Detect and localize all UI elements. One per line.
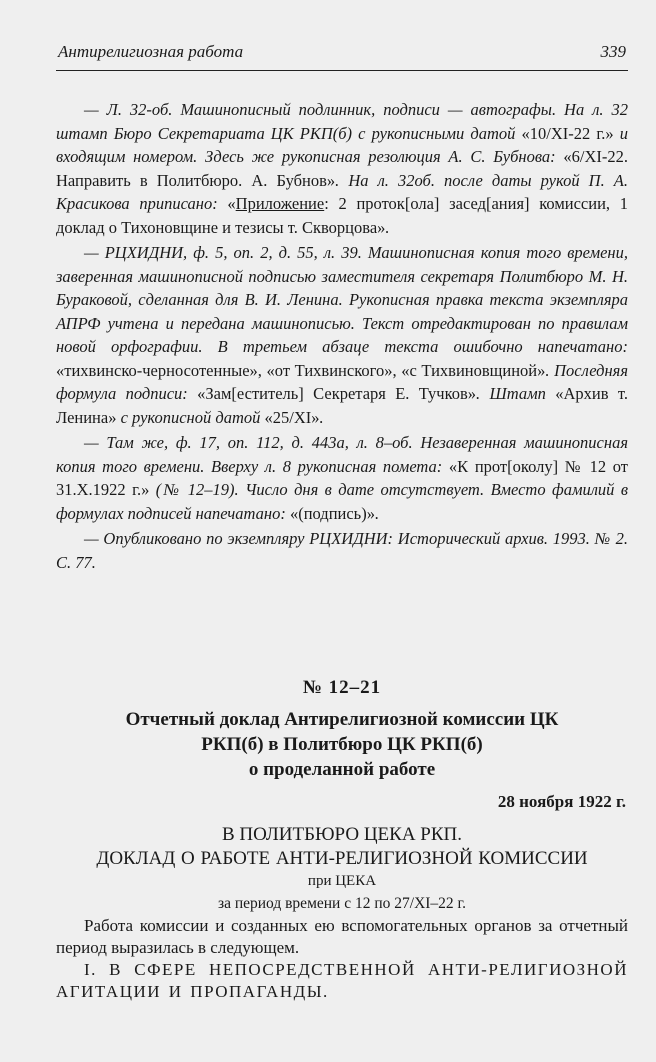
note-text-segment: и входящим номером. Здесь же рукописная резолюция А. С. Бубнова: [56,123,629,166]
document-title-line: о проделанной работе [248,759,436,780]
note-text-segment: «6/XI-22. Направить в Политбюро. А. Бубнов» [56,147,628,190]
note-text-segment: «Архив т. Ленина» [56,384,628,427]
note-text-segment: — Л. 32-об. Машинописный подлинник, подписи — автографы. На л. 32 штамп Бюро Секретариата ЦК РКП(б) с рукописными датой [56,100,628,143]
note-text-segment: . Штамп [476,384,556,403]
archival-notes [56,98,628,576]
note-text-segment: « [227,194,236,213]
note-text-segment: . [385,217,390,237]
note-text-segment: с рукописной датой [116,407,265,427]
report-body [56,915,628,1003]
page-number: 339 [600,42,626,61]
note-paragraph [56,527,628,574]
note-text-segment: — Опубликовано по экземпляру РЦХИДНИ: Исторический архив. 1993. № 2. С. 77. [56,529,628,572]
running-title: Антирелигиозная работа [58,42,244,61]
report-period: за период времени с 12 по 27/XI–22 г. [217,895,467,912]
note-text-segment: «Зам[еститель] Секретаря Е. Тучков» [197,384,477,403]
document-title-line: Отчетный доклад Антирелигиозной комиссии ЦК [125,709,559,730]
note-text-segment: : 2 проток[ола] засед[ания] комиссии, 1 доклад о Тихоновщине и тезисы т. Скворцова» [56,194,628,237]
document-number: № 12–21 [302,677,382,698]
note-text-segment: . [374,503,380,523]
note-paragraph [56,98,628,239]
note-text-segment: . На л. 32об. после даты рукой П. А. Красикова приписано: [56,170,629,213]
note-text-segment: — РЦХИДНИ, ф. 5, оп. 2, д. 55, л. 39. Машинописная копия того времени, заверенная машинописной подписью заместителя секретаря Политбюро М. Н. Бураковой, сделанная для В. И. Ленина. Рукописная правка текста экземпляра АПРФ учтена и передана машинописью. Текст отредактирован по правилам новой орфографии. В третьем абзаце текста ошибочно напечатано: [56,243,628,356]
note-text-segment: . [319,407,324,427]
note-text-segment: «25/XI» [264,407,320,427]
report-subtitle: при ЦЕКА [307,873,377,889]
report-title: ДОКЛАД О РАБОТЕ АНТИ-РЕЛИГИОЗНОЙ КОМИССИИ [96,848,588,869]
note-text-segment: . Последняя формула подписи: [56,360,628,403]
page-header [56,40,628,71]
note-text-segment: «(подпись)» [289,503,375,523]
document-date: 28 ноября 1922 г. [497,792,626,811]
document-title-line: РКП(б) в Политбюро ЦК РКП(б) [201,734,483,755]
intro-paragraph: Работа комиссии и созданных ею вспомогательных органов за отчетный период выразилась в следующем. [56,916,628,957]
section-heading: I. В СФЕРЕ НЕПОСРЕДСТВЕННОЙ АНТИ-РЕЛИГИОЗНОЙ АГИТАЦИИ И ПРОПАГАНДЫ. [56,960,628,1001]
note-text-segment: Приложение [235,194,325,213]
document-title [56,707,628,782]
note-paragraph [56,241,628,429]
note-text-segment: (№ 12–19). Число дня в дате отсутствует. Вместо фамилий в формулах подписей напечатано: [56,480,628,523]
note-text-segment: «К прот[околу] № 12 от 31.X.1922 г.» [56,456,628,499]
note-text-segment: «10/XI-22 г.» [521,123,614,143]
addressee: В ПОЛИТБЮРО ЦЕКА РКП. [221,824,463,845]
note-paragraph [56,431,628,525]
note-text-segment: «тихвинско-черносотенные», «от Тихвинского», «с Тихвиновщиной» [56,360,546,380]
note-text-segment: — Там же, ф. 17, оп. 112, д. 443а, л. 8–об. Незаверенная машинописная копия того времени. Вверху л. 8 рукописная помета: [56,433,628,476]
